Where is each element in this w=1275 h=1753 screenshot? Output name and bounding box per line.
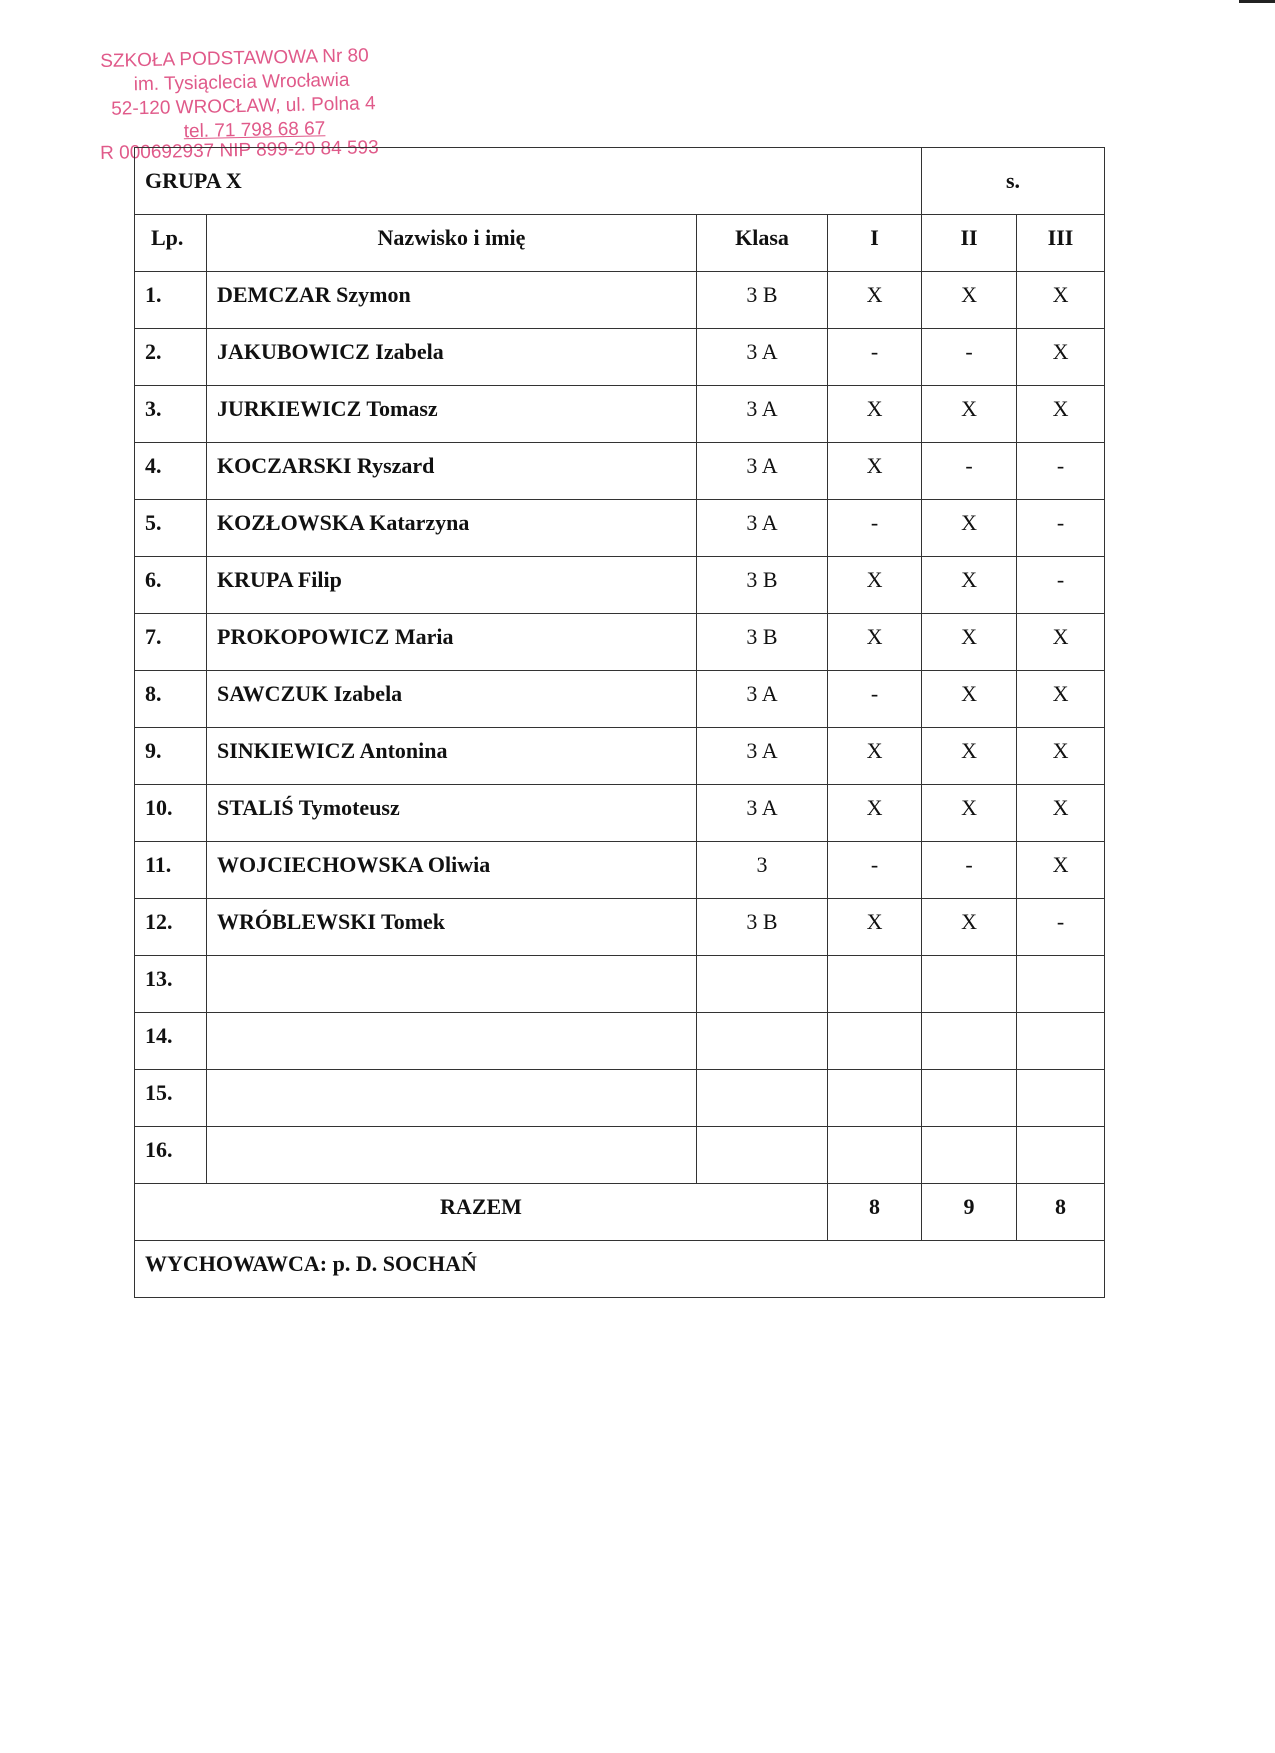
stamp-line-school: SZKOŁA PODSTAWOWA Nr 80 [100,45,369,72]
mark-iii [1017,1013,1105,1070]
table-row [135,614,1105,671]
mark-i: X [828,728,922,785]
mark-iii: - [1017,500,1105,557]
mark-i: X [828,272,922,329]
student-name: JURKIEWICZ Tomasz [207,386,697,443]
mark-iii: X [1017,614,1105,671]
s-label: s. [922,148,1105,215]
mark-i: X [828,443,922,500]
student-name: KOZŁOWSKA Katarzyna [207,500,697,557]
class-cell [697,1070,828,1127]
student-name: PROKOPOWICZ Maria [207,614,697,671]
row-number: 8. [135,671,207,728]
group-title: GRUPA X [135,148,922,215]
mark-ii: X [922,614,1017,671]
mark-ii [922,1070,1017,1127]
table-row [135,500,1105,557]
total-i: 8 [828,1184,922,1241]
class-cell: 3 A [697,728,828,785]
mark-i [828,1013,922,1070]
mark-ii: X [922,386,1017,443]
table-row [135,329,1105,386]
student-name: KOCZARSKI Ryszard [207,443,697,500]
header-iii: III [1017,215,1105,272]
mark-iii [1017,1127,1105,1184]
mark-iii [1017,956,1105,1013]
row-number: 16. [135,1127,207,1184]
mark-i: X [828,557,922,614]
mark-iii: X [1017,272,1105,329]
student-name [207,1070,697,1127]
table-row [135,671,1105,728]
table-row [135,272,1105,329]
class-cell: 3 B [697,557,828,614]
mark-ii: X [922,899,1017,956]
header-name: Nazwisko i imię [207,215,697,272]
mark-ii [922,1013,1017,1070]
table-row [135,842,1105,899]
mark-ii: - [922,842,1017,899]
mark-i [828,956,922,1013]
mark-ii: X [922,671,1017,728]
header-klasa: Klasa [697,215,828,272]
table-row [135,386,1105,443]
row-number: 14. [135,1013,207,1070]
stamp-line-phone: tel. 71 798 68 67 [183,118,326,143]
row-number: 12. [135,899,207,956]
row-number: 11. [135,842,207,899]
class-cell: 3 A [697,329,828,386]
mark-iii: X [1017,329,1105,386]
mark-i [828,1070,922,1127]
mark-ii [922,1127,1017,1184]
row-number: 5. [135,500,207,557]
mark-ii: - [922,329,1017,386]
mark-i [828,1127,922,1184]
mark-i: - [828,500,922,557]
mark-iii [1017,1070,1105,1127]
class-cell: 3 A [697,500,828,557]
class-cell [697,1127,828,1184]
student-name: DEMCZAR Szymon [207,272,697,329]
mark-ii: X [922,500,1017,557]
mark-i: X [828,899,922,956]
homeroom-teacher: WYCHOWAWCA: p. D. SOCHAŃ [135,1241,1105,1298]
class-cell: 3 A [697,386,828,443]
student-name [207,1013,697,1070]
student-name: WOJCIECHOWSKA Oliwia [207,842,697,899]
mark-i: - [828,329,922,386]
class-cell: 3 A [697,671,828,728]
row-number: 13. [135,956,207,1013]
table-row [135,443,1105,500]
mark-i: - [828,842,922,899]
class-cell: 3 B [697,614,828,671]
total-iii: 8 [1017,1184,1105,1241]
header-row [135,215,1105,272]
row-number: 1. [135,272,207,329]
table-row [135,1070,1105,1127]
class-cell: 3 B [697,899,828,956]
class-cell: 3 A [697,443,828,500]
table-row [135,899,1105,956]
row-number: 7. [135,614,207,671]
mark-iii: - [1017,899,1105,956]
totals-row [135,1184,1105,1241]
header-i: I [828,215,922,272]
student-name: SINKIEWICZ Antonina [207,728,697,785]
mark-iii: X [1017,386,1105,443]
table-row [135,1127,1105,1184]
mark-iii: X [1017,842,1105,899]
mark-ii: X [922,272,1017,329]
table-row [135,785,1105,842]
student-name [207,1127,697,1184]
student-name: WRÓBLEWSKI Tomek [207,899,697,956]
mark-ii [922,956,1017,1013]
class-cell [697,1013,828,1070]
student-name [207,956,697,1013]
table-row [135,956,1105,1013]
header-ii: II [922,215,1017,272]
student-name: JAKUBOWICZ Izabela [207,329,697,386]
class-cell: 3 [697,842,828,899]
row-number: 9. [135,728,207,785]
attendance-table [134,147,1105,1298]
header-lp: Lp. [135,215,207,272]
mark-iii: - [1017,443,1105,500]
mark-ii: - [922,443,1017,500]
stamp-line-address: 52-120 WROCŁAW, ul. Polna 4 [111,93,376,120]
mark-ii: X [922,785,1017,842]
class-cell: 3 A [697,785,828,842]
mark-iii: X [1017,671,1105,728]
student-name: STALIŚ Tymoteusz [207,785,697,842]
row-number: 4. [135,443,207,500]
mark-ii: X [922,557,1017,614]
mark-i: X [828,386,922,443]
row-number: 3. [135,386,207,443]
mark-i: - [828,671,922,728]
student-name: SAWCZUK Izabela [207,671,697,728]
totals-label: RAZEM [135,1184,828,1241]
table-row [135,557,1105,614]
class-cell [697,956,828,1013]
footer-row [135,1241,1105,1298]
table-row [135,1013,1105,1070]
mark-i: X [828,614,922,671]
scan-corner-mark [1239,0,1275,3]
row-number: 2. [135,329,207,386]
row-number: 15. [135,1070,207,1127]
stamp-line-patron: im. Tysiąclecia Wrocławia [133,69,350,96]
mark-iii: - [1017,557,1105,614]
stamp-line-ids: R 000692937 NIP 899-20 84 593 [99,137,379,164]
student-name: KRUPA Filip [207,557,697,614]
table-row [135,728,1105,785]
total-ii: 9 [922,1184,1017,1241]
class-cell: 3 B [697,272,828,329]
mark-ii: X [922,728,1017,785]
row-number: 6. [135,557,207,614]
mark-i: X [828,785,922,842]
title-row [135,148,1105,215]
row-number: 10. [135,785,207,842]
mark-iii: X [1017,728,1105,785]
mark-iii: X [1017,785,1105,842]
